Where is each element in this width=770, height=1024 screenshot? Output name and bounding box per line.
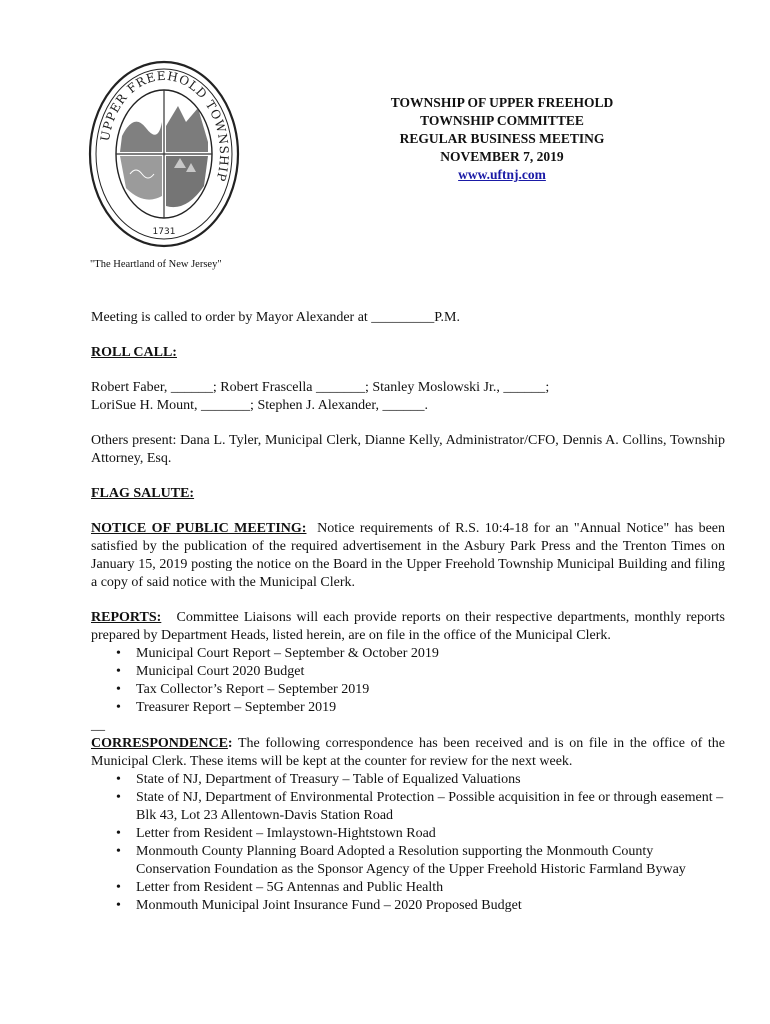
roll-call-line-1: Robert Faber, ______; Robert Frascella _______; Stanley Moslowski Jr., ______; <box>91 380 550 395</box>
others-present: Others present: Dana L. Tyler, Municipal Clerk, Dianne Kelly, Administrator/CFO, Dennis A. Collins, Township Attorney, Esq. <box>91 433 725 466</box>
list-item: • State of NJ, Department of Environmental Protection – Possible acquisition in fee or through easement – Blk 43, Lot 23 Allentown-Davis Station Road <box>136 789 725 825</box>
roll-call-line-2: LoriSue H. Mount, _______; Stephen J. Alexander, ______. <box>91 398 428 413</box>
seal-year: 1731 <box>152 227 176 237</box>
list-item: • Treasurer Report – September 2019 <box>136 699 725 717</box>
correspondence-list <box>91 771 725 915</box>
list-item: • Monmouth County Planning Board Adopted a Resolution supporting the Monmouth County Conservation Foundation as the Sponsor Agency of the Upper Freehold Historic Farmland Byway <box>136 843 725 879</box>
svg-text:UPPER FREEHOLD TOWNSHIP: UPPER FREEHOLD TOWNSHIP <box>97 68 232 184</box>
township-motto: "The Heartland of New Jersey" <box>90 259 222 270</box>
header-meeting-type: REGULAR BUSINESS MEETING <box>399 131 605 146</box>
document-body <box>91 309 725 915</box>
correspondence-text: The following correspondence has been received and is on file in the office of the Municipal Clerk. These items will be kept at the counter for review for the next week. <box>91 736 725 769</box>
header-date: NOVEMBER 7, 2019 <box>440 149 564 164</box>
reports-heading: REPORTS: <box>91 610 162 625</box>
list-item: • Municipal Court Report – September & October 2019 <box>136 645 725 663</box>
header-township: TOWNSHIP OF UPPER FREEHOLD <box>390 95 614 110</box>
list-item: • State of NJ, Department of Treasury – Table of Equalized Valuations <box>136 771 725 789</box>
reports-paragraph <box>91 609 725 645</box>
roll-call-heading: ROLL CALL: <box>91 345 177 360</box>
correspondence-colon: : <box>227 736 233 751</box>
flag-salute-heading: FLAG SALUTE: <box>91 486 195 501</box>
list-item: • Municipal Court 2020 Budget <box>136 663 725 681</box>
list-item: • Monmouth Municipal Joint Insurance Fund – 2020 Proposed Budget <box>136 897 725 915</box>
reports-list <box>91 645 725 717</box>
notice-text: Notice requirements of R.S. 10:4-18 for an "Annual Notice" has been satisfied by the publication of the required advertisement in the Asbury Park Press and the Trenton Times on January 15, 2019 posting the notice on the Board in the Upper Freehold Township Municipal Building and filing a copy of said notice with the Municipal Clerk. <box>91 521 726 590</box>
website-link[interactable]: www.uftnj.com <box>458 167 546 182</box>
notice-paragraph <box>91 520 725 592</box>
list-item: • Letter from Resident – 5G Antennas and Public Health <box>136 879 725 897</box>
header-committee: TOWNSHIP COMMITTEE <box>420 113 584 128</box>
list-item: • Letter from Resident – Imlaystown-Hightstown Road <box>136 825 725 843</box>
correspondence-paragraph <box>91 735 725 771</box>
list-item: • Tax Collector’s Report – September 2019 <box>136 681 725 699</box>
township-seal-logo <box>86 56 242 252</box>
document-header <box>332 94 672 184</box>
notice-heading: NOTICE OF PUBLIC MEETING: <box>91 521 307 536</box>
call-to-order: Meeting is called to order by Mayor Alexander at _________P.M. <box>91 310 460 325</box>
reports-text: Committee Liaisons will each provide reports on their respective departments, monthly reports prepared by Department Heads, listed herein, are on file in the office of the Municipal Clerk. <box>91 610 726 643</box>
reports-trailing-mark: __ <box>91 718 105 733</box>
correspondence-heading: CORRESPONDENCE <box>91 736 228 751</box>
